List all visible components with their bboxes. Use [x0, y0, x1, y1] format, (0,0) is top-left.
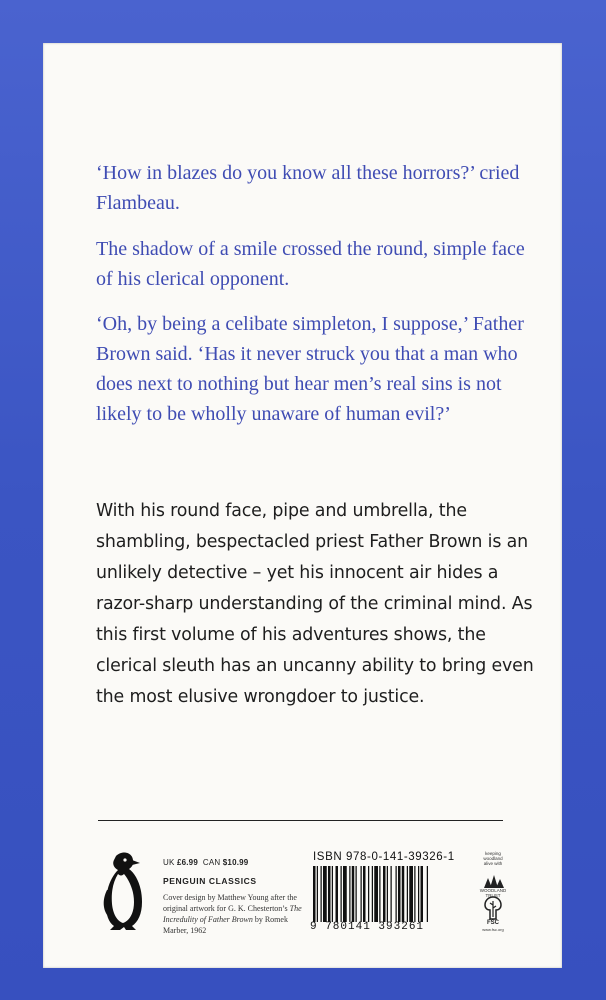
barcode-bar: [313, 866, 316, 922]
barcode-bar: [356, 866, 357, 922]
credits-title: The Incredulity of Father Brown: [163, 904, 302, 924]
barcode-bar: [418, 866, 419, 922]
barcode-bar: [361, 866, 362, 922]
barcode-bar: [402, 866, 405, 922]
barcode-bar: [336, 866, 339, 922]
barcode-bar: [372, 866, 373, 922]
barcode-bar: [391, 866, 392, 922]
footer-divider: [98, 820, 503, 821]
series-name: PENGUIN CLASSICS: [163, 876, 257, 886]
price-uk-label: UK: [163, 858, 175, 867]
woodland-note: keeping woodland alive with: [483, 851, 503, 866]
fsc-tree-logo-icon: [481, 895, 505, 921]
barcode-bar: [414, 866, 415, 922]
credits-line-1: Cover design by Matthew Young after the original artwork for G. K. Chesterton’s: [163, 893, 297, 913]
barcode-bar: [396, 866, 397, 922]
barcode-bar: [387, 866, 388, 922]
barcode-bar: [323, 866, 327, 922]
barcode-digits: 9 780141 393261: [310, 921, 425, 933]
barcode-bar: [352, 866, 355, 922]
barcode-bar: [398, 866, 401, 922]
barcode-bar: [427, 866, 428, 922]
penguin-logo-icon: [96, 850, 152, 934]
quote-paragraph-2: The shadow of a smile crossed the round, simple face of his clerical opponent.: [96, 238, 525, 290]
barcode-bar: [321, 866, 322, 922]
barcode-bar: [421, 866, 424, 922]
barcode-bar: [317, 866, 318, 922]
barcode-bar: [368, 866, 369, 922]
barcode-bar: [383, 866, 386, 922]
barcode-bar: [349, 866, 350, 922]
barcode-bar: [374, 866, 378, 922]
barcode-bar: [409, 866, 413, 922]
barcode-bar: [343, 866, 347, 922]
barcode-bar: [328, 866, 331, 922]
barcode-bar: [379, 866, 380, 922]
barcode-icon: [313, 866, 463, 922]
barcode-bar: [332, 866, 333, 922]
cover-credits: [163, 892, 303, 936]
quote-paragraph-1: ‘How in blazes do you know all these horrors?’ cried Flambeau.: [96, 162, 520, 214]
credits-line-2: by Romek Marber, 1962: [163, 915, 288, 935]
fsc-url: www.fsc.org: [482, 927, 504, 932]
price-can: $10.99: [222, 858, 249, 867]
price-can-label: CAN: [202, 858, 221, 867]
price-uk: £6.99: [176, 858, 198, 867]
barcode-bar: [363, 866, 366, 922]
woodland-trust-label: WOODLAND TRUST: [479, 888, 507, 898]
barcode-bar: [341, 866, 342, 922]
price-label: [163, 858, 248, 867]
quote-paragraph-3: ‘Oh, by being a celibate simpleton, I suppose,’ Father Brown said. ‘Has it never struck you that a man who does next to nothing but hear men’s real sins is not likely to be wholly unaware of human evil?’: [96, 313, 524, 425]
barcode-bar: [407, 866, 408, 922]
fsc-label: FSC: [487, 920, 499, 926]
isbn-label: ISBN 978-0-141-39326-1: [313, 851, 455, 863]
book-blurb: With his round face, pipe and umbrella, the shambling, bespectacled priest Father Brown is an unlikely detective – yet his innocent air hides a razor-sharp understanding of the criminal mind. As this first volume of his adventures shows, the clerical sleuth has an uncanny ability to bring even the most elusive wrongdoer to justice.: [96, 501, 534, 707]
